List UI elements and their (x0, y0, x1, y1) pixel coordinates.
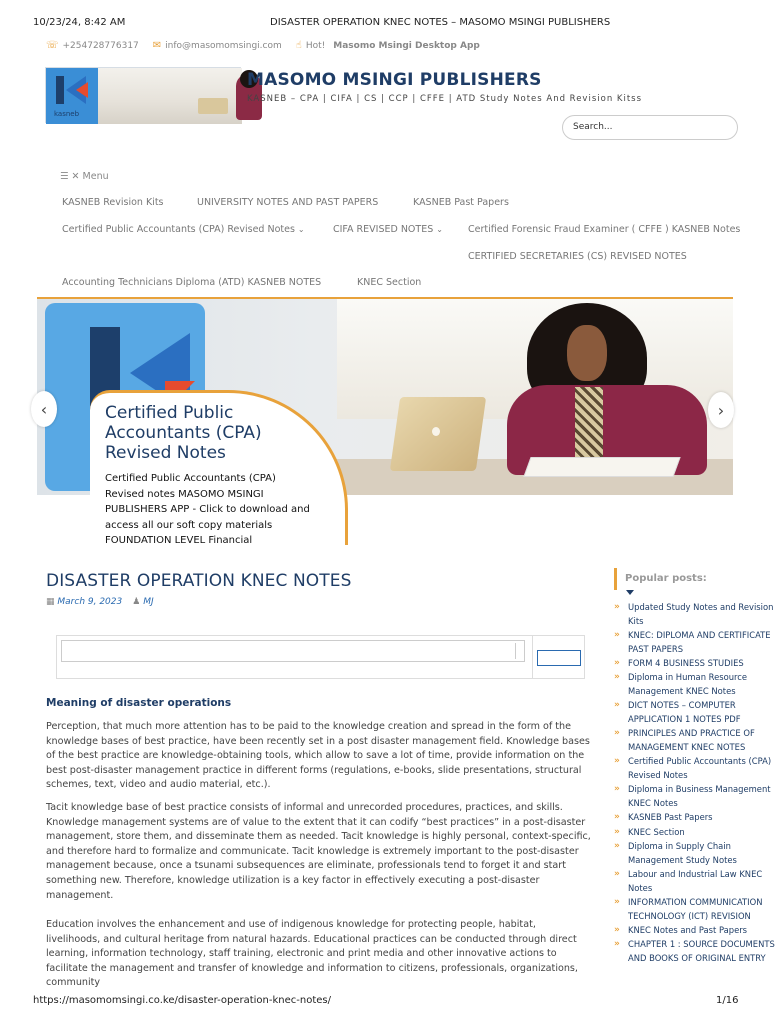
nav-item-atd-notes[interactable]: Accounting Technicians Diploma (ATD) KASNEB NOTES (62, 277, 322, 288)
chevron-right-icon: » (614, 629, 620, 640)
popular-post-item[interactable]: » KNEC: DIPLOMA AND CERTIFICATE PAST PAPERS (614, 629, 734, 656)
chevron-left-icon: ‹ (40, 399, 48, 419)
paragraph: Tacit knowledge base of best practice consists of informal and unrecorded procedures, practices, and skills. Knowledge management systems are of value to the extent that it can codify “best practices” in a post-disaster management, store them, and disseminate them as needed. Tacit knowledge is highly personal, context-specific, and therefore hard to formalize and communicate. Tacit knowledge is extremely important to the post-disaster management because, once a tsunami subsequences are eliminate, professionals tend to forget it and start something new. Therefore, knowledge utilization is a key factor in effectively executing a post-disaster management. (46, 802, 591, 901)
hot-link[interactable]: ☝ Hot! Masomo Msingi Desktop App (295, 40, 480, 51)
caret-down-icon (626, 590, 634, 595)
hamburger-icon: ☰ ✕ (60, 171, 80, 182)
slider-caption-text: Certified Public Accountants (CPA) Revised notes MASOMO MSINGI PUBLISHERS APP - Click to download and access all our soft copy materials FOUNDATION LEVEL Financial (105, 473, 310, 546)
search-input[interactable]: Search... (562, 115, 738, 140)
nav-item-cs-notes[interactable]: CERTIFIED SECRETARIES (CS) REVISED NOTES (468, 251, 687, 262)
phone-link[interactable]: ☏ +254728776317 (46, 40, 139, 51)
chevron-right-icon: » (614, 756, 620, 767)
chevron-right-icon: » (614, 841, 620, 852)
nav-item-cpa-notes[interactable]: Certified Public Accountants (CPA) Revised Notes ⌄ (62, 224, 305, 235)
nav-item-kasneb-past-papers[interactable]: KASNEB Past Papers (413, 197, 509, 208)
thumbs-up-icon: ☝ (295, 40, 302, 51)
popular-post-item[interactable]: » INFORMATION COMMUNICATION TECHNOLOGY (ICT) REVISION (614, 896, 734, 923)
popular-post-item[interactable]: » KASNEB Past Papers (614, 811, 734, 825)
print-datetime: 10/23/24, 8:42 AM (33, 17, 126, 28)
chevron-right-icon: › (717, 400, 725, 420)
popular-posts-list (614, 601, 775, 966)
popular-post-item[interactable]: » Diploma in Business Management KNEC Notes (614, 783, 734, 810)
chevron-right-icon: » (614, 869, 620, 880)
popular-post-item[interactable]: » FORM 4 BUSINESS STUDIES (614, 657, 734, 671)
chevron-right-icon: » (614, 657, 620, 668)
phone-icon: ☏ (46, 40, 59, 51)
logo-photo (98, 68, 242, 124)
logo-text: kasneb (54, 110, 80, 118)
print-url: https://masomomsingi.co.ke/disaster-operation-knec-notes/ (33, 995, 331, 1006)
popular-post-item[interactable]: » CHAPTER 1 : SOURCE DOCUMENTS AND BOOKS OF ORIGINAL ENTRY (614, 938, 734, 965)
post-meta (46, 597, 154, 607)
popular-post-item[interactable]: » Updated Study Notes and Revision Kits (614, 601, 734, 628)
popular-post-item[interactable]: » Diploma in Supply Chain Management Study Notes (614, 840, 734, 867)
chevron-right-icon: » (614, 925, 620, 936)
print-page-number: 1/16 (716, 995, 739, 1006)
calendar-icon: ▦ (46, 597, 55, 607)
nav-item-cifa-notes[interactable]: CIFA REVISED NOTES ⌄ (333, 224, 443, 235)
sidebar-title: Popular posts: (625, 573, 707, 584)
menu-toggle[interactable]: ☰ ✕ Menu (60, 171, 109, 182)
chevron-right-icon: » (614, 672, 620, 683)
chevron-right-icon: » (614, 784, 620, 795)
chevron-right-icon: » (614, 728, 620, 739)
sidebar-accent (614, 568, 617, 590)
paragraph: Perception, that much more attention has to be paid to the knowledge creation and spread in the form of the knowledge bases of best practice, have been recently set in a post disaster management field. Knowledge bases of the best practice are knowledge-obtaining tools, which allow to save a lot of time, provide information on the best post-disaster management practice in different forms (regulations, e-books, slide presentations, structural schemes, text, video and audio material, etc.). (46, 721, 590, 791)
popular-post-item[interactable]: » Labour and Industrial Law KNEC Notes (614, 868, 734, 895)
site-title[interactable]: MASOMO MSINGI PUBLISHERS (247, 70, 542, 90)
nav-item-cffe-notes[interactable]: Certified Forensic Fraud Examiner ( CFFE ) KASNEB Notes (468, 224, 741, 235)
user-icon: ♟ (132, 597, 141, 607)
slider-caption-title[interactable]: Certified Public Accountants (CPA) Revised Notes (105, 403, 262, 463)
desktop-app-link[interactable]: Masomo Msingi Desktop App (333, 40, 480, 51)
chevron-right-icon: » (614, 826, 620, 837)
popular-post-item[interactable]: » Diploma in Human Resource Management KNEC Notes (614, 671, 734, 698)
top-bar (46, 40, 480, 51)
page-title: DISASTER OPERATION KNEC NOTES (46, 571, 352, 591)
embed-button[interactable] (537, 650, 581, 666)
envelope-icon: ✉ (152, 40, 162, 51)
print-title: DISASTER OPERATION KNEC NOTES – MASOMO MSINGI PUBLISHERS (270, 17, 611, 28)
paragraph: Education involves the enhancement and use of indigenous knowledge for protecting people, habitat, livelihoods, and cultural heritage from natural hazards. Educational practices can be conducted through direct learning, information technology, staff training, electronic and print media and other innovative actions to facilitate the management and transfer of knowledge and information to citizens, professionals, organizations, community (46, 919, 578, 989)
kasneb-k-icon (54, 76, 90, 104)
popular-post-item[interactable]: » KNEC Section (614, 826, 734, 840)
nav-item-kasneb-revision-kits[interactable]: KASNEB Revision Kits (62, 197, 164, 208)
post-author[interactable]: MJ (143, 597, 154, 607)
chevron-right-icon: » (614, 812, 620, 823)
kasneb-logo-panel (46, 68, 98, 124)
chevron-down-icon: ⌄ (297, 225, 305, 234)
site-logo[interactable] (45, 67, 241, 123)
chevron-right-icon: » (614, 939, 620, 950)
section-heading: Meaning of disaster operations (46, 697, 232, 709)
nav-item-university-notes[interactable]: UNIVERSITY NOTES AND PAST PAPERS (197, 197, 379, 208)
popular-post-item[interactable]: » KNEC Notes and Past Papers (614, 924, 734, 938)
email-link[interactable]: ✉ info@masomomsingi.com (152, 40, 282, 51)
slider-next-button[interactable] (708, 392, 734, 428)
post-date[interactable]: March 9, 2023 (57, 597, 123, 607)
embedded-document-frame (56, 635, 585, 679)
nav-item-knec-section[interactable]: KNEC Section (357, 277, 422, 288)
popular-post-item[interactable]: » PRINCIPLES AND PRACTICE OF MANAGEMENT KNEC NOTES (614, 727, 734, 754)
chevron-right-icon: » (614, 700, 620, 711)
chevron-down-icon: ⌄ (436, 225, 443, 234)
chevron-right-icon: » (614, 897, 620, 908)
popular-post-item[interactable]: » DICT NOTES – COMPUTER APPLICATION 1 NOTES PDF (614, 699, 734, 726)
site-tagline: KASNEB – CPA | CIFA | CS | CCP | CFFE | ATD Study Notes And Revision Kitss (247, 94, 643, 104)
embed-field[interactable] (61, 640, 525, 662)
slider-prev-button[interactable] (31, 391, 57, 427)
popular-post-item[interactable]: » Certified Public Accountants (CPA) Revised Notes (614, 755, 734, 782)
chevron-right-icon: » (614, 602, 620, 612)
